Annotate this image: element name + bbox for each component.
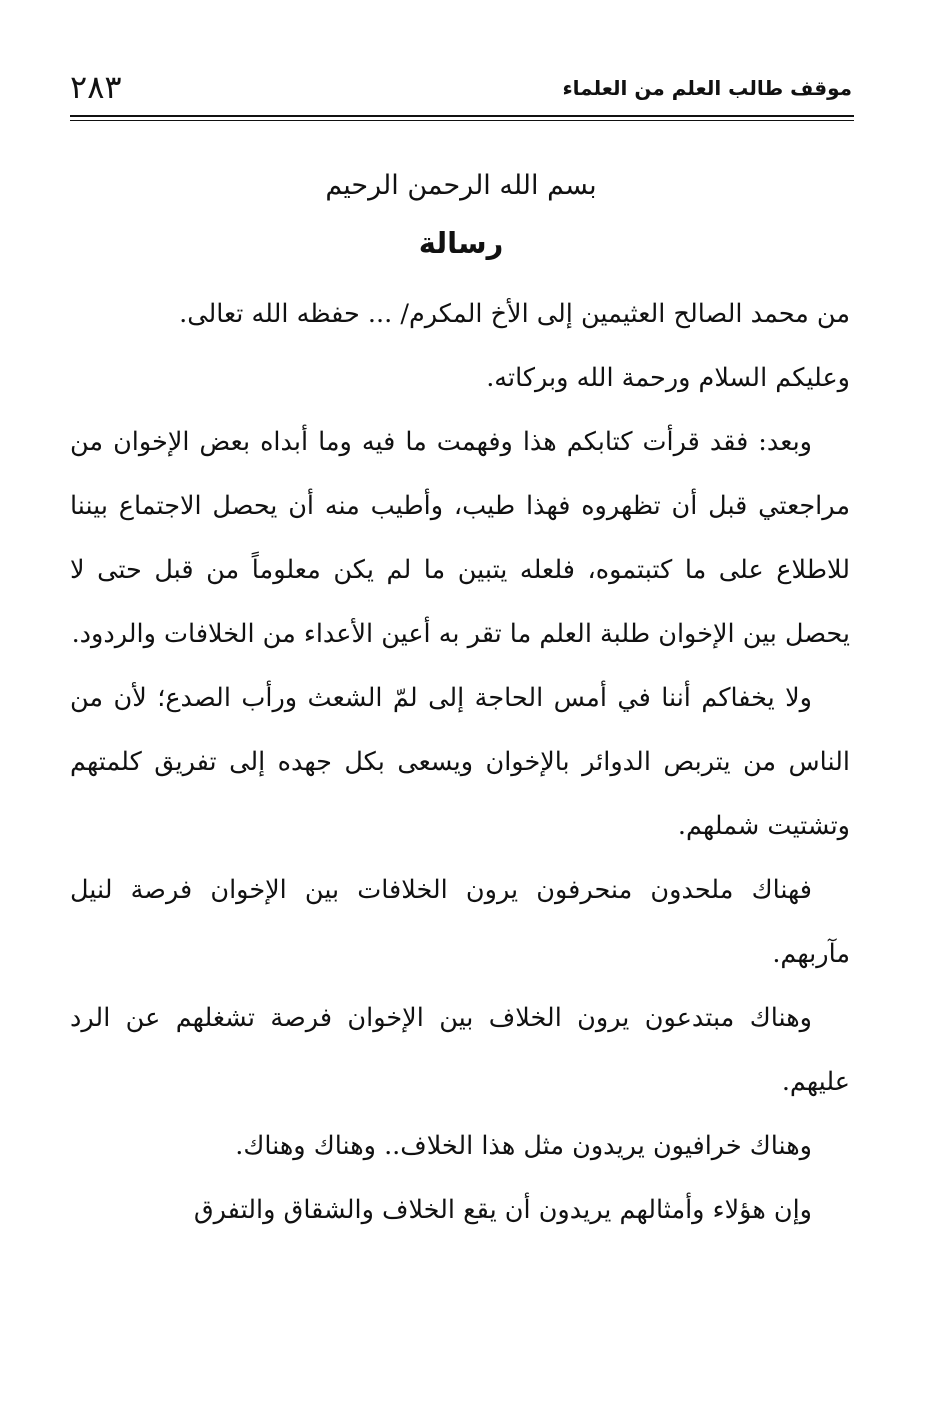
paragraph: وإن هؤلاء وأمثالهم يريدون أن يقع الخلاف والشقاق والتفرق (193, 1195, 812, 1225)
page-number: ٢٨٣ (70, 68, 122, 106)
paragraph: وبعد: فقد قرأت كتابكم هذا وفهمت ما فيه وما أبداه بعض الإخوان من مراجعتي قبل أن تظهروه فهذا طيب، وأطيب منه أن يحصل الاجتماع بيننا للاطلاع على ما كتبتموه، فلعله يتبين ما لم يكن معلوماً من قبل حتى لا يحصل بين الإخوان طلبة العلم ما تقر به أعين الأعداء من الخلافات والردود. (70, 427, 850, 649)
basmala: بسم الله الرحمن الرحيم (325, 170, 597, 201)
paragraph: ولا يخفاكم أننا في أمس الحاجة إلى لمّ الشعث ورأب الصدع؛ لأن من الناس من يتربص الدوائر بالإخوان ويسعى بكل جهده إلى تفريق كلمتهم وتشتيت شملهم. (70, 683, 850, 841)
letter-body (70, 282, 850, 1242)
paragraph-salutation: من محمد الصالح العثيمين إلى الأخ المكرم/ ... حفظه الله تعالى. (179, 299, 850, 329)
header-rule-thin (70, 120, 854, 121)
section-heading: رسالة (418, 226, 504, 260)
paragraph: فهناك ملحدون منحرفون يرون الخلافات بين الإخوان فرصة لنيل مآربهم. (70, 875, 850, 969)
header-rule-thick (70, 115, 854, 117)
running-header (70, 68, 852, 114)
paragraph: وهناك مبتدعون يرون الخلاف بين الإخوان فرصة تشغلهم عن الرد عليهم. (70, 1003, 850, 1097)
paragraph: وهناك خرافيون يريدون مثل هذا الخلاف.. وهناك وهناك. (235, 1131, 812, 1161)
running-title: موقف طالب العلم من العلماء (562, 76, 852, 100)
paragraph-greeting: وعليكم السلام ورحمة الله وبركاته. (486, 363, 850, 393)
